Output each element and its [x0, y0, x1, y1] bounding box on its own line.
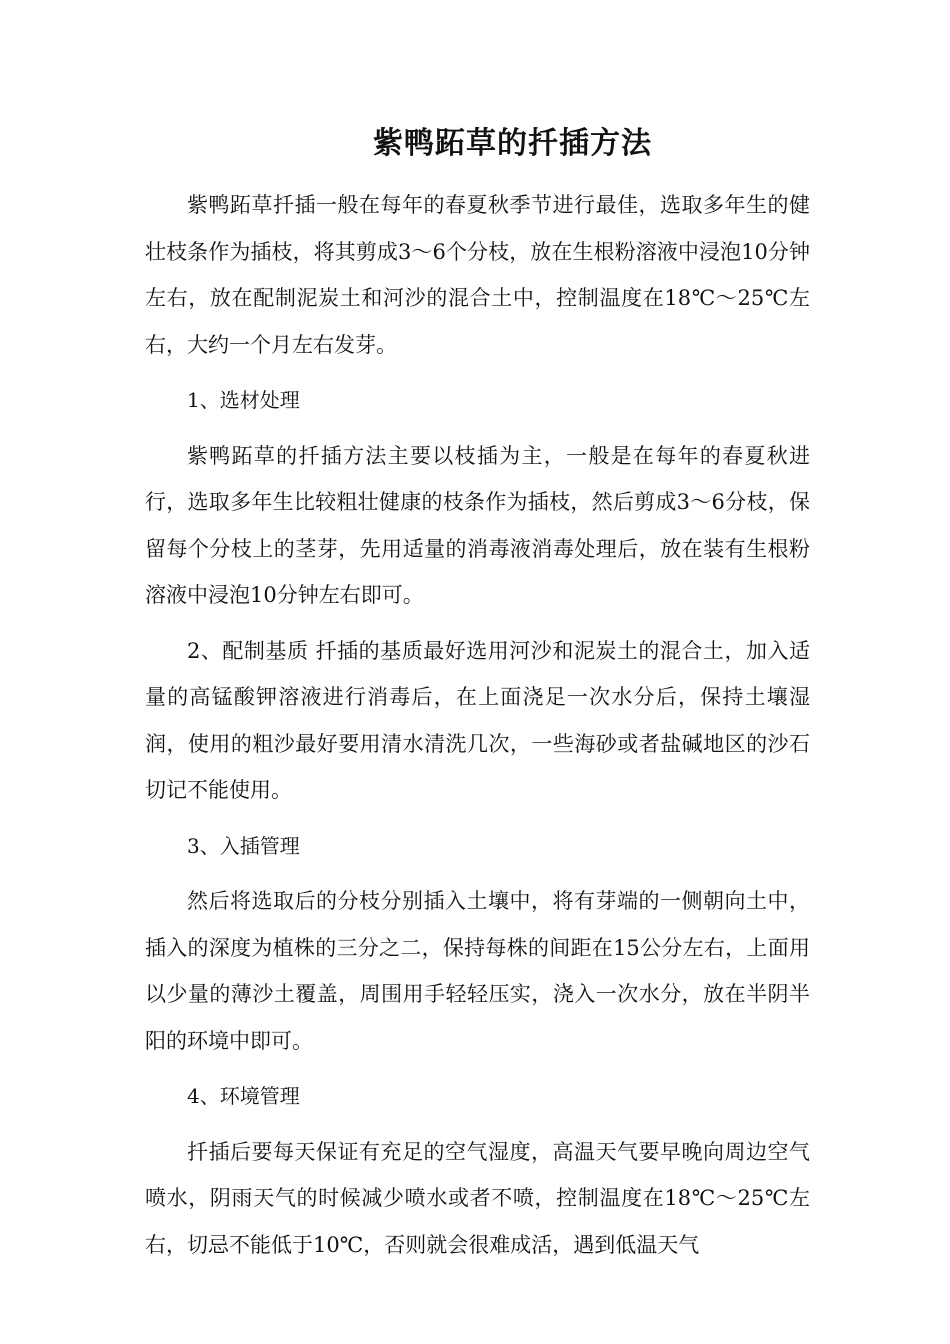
- document-title: 紫鸭跖草的扦插方法: [373, 126, 652, 161]
- planting-paragraph: 然后将选取后的分枝分别插入土壤中，将有芽端的一侧朝向土中，插入的深度为植株的三分之二，保持每株的间距在15公分左右，上面用以少量的薄沙土覆盖，周围用手轻轻压实，浇入一次水分，放在半阴半阳的环境中即可。: [145, 889, 810, 1053]
- document-body: [145, 182, 810, 1277]
- intro-paragraph: 紫鸭跖草扦插一般在每年的春夏秋季节进行最佳，选取多年生的健壮枝条作为插枝，将其剪成3～6个分枝，放在生根粉溶液中浸泡10分钟左右，放在配制泥炭土和河沙的混合土中，控制温度在18℃～25℃左右，大约一个月左右发芽。: [145, 193, 810, 357]
- section-heading-material: 1、选材处理: [187, 388, 300, 412]
- material-paragraph: 紫鸭跖草的扦插方法主要以枝插为主，一般是在每年的春夏秋进行，选取多年生比较粗壮健康的枝条作为插枝，然后剪成3～6分枝，保留每个分枝上的茎芽，先用适量的消毒液消毒处理后，放在装有生根粉溶液中浸泡10分钟左右即可。: [145, 443, 810, 607]
- substrate-paragraph: 2、配制基质 扦插的基质最好选用河沙和泥炭土的混合土，加入适量的高锰酸钾溶液进行消毒后，在上面浇足一次水分后，保持土壤湿润，使用的粗沙最好要用清水清洗几次，一些海砂或者盐碱地区的沙石切记不能使用。: [145, 638, 810, 802]
- section-heading-environment: 4、环境管理: [187, 1084, 300, 1108]
- section-heading-planting: 3、入插管理: [187, 833, 300, 858]
- document-page: [145, 0, 810, 1344]
- environment-paragraph: 扦插后要每天保证有充足的空气湿度，高温天气要早晚向周边空气喷水，阴雨天气的时候减少喷水或者不喷，控制温度在18℃～25℃左右，切忌不能低于10℃，否则就会很难成活，遇到低温天气: [145, 1139, 810, 1257]
